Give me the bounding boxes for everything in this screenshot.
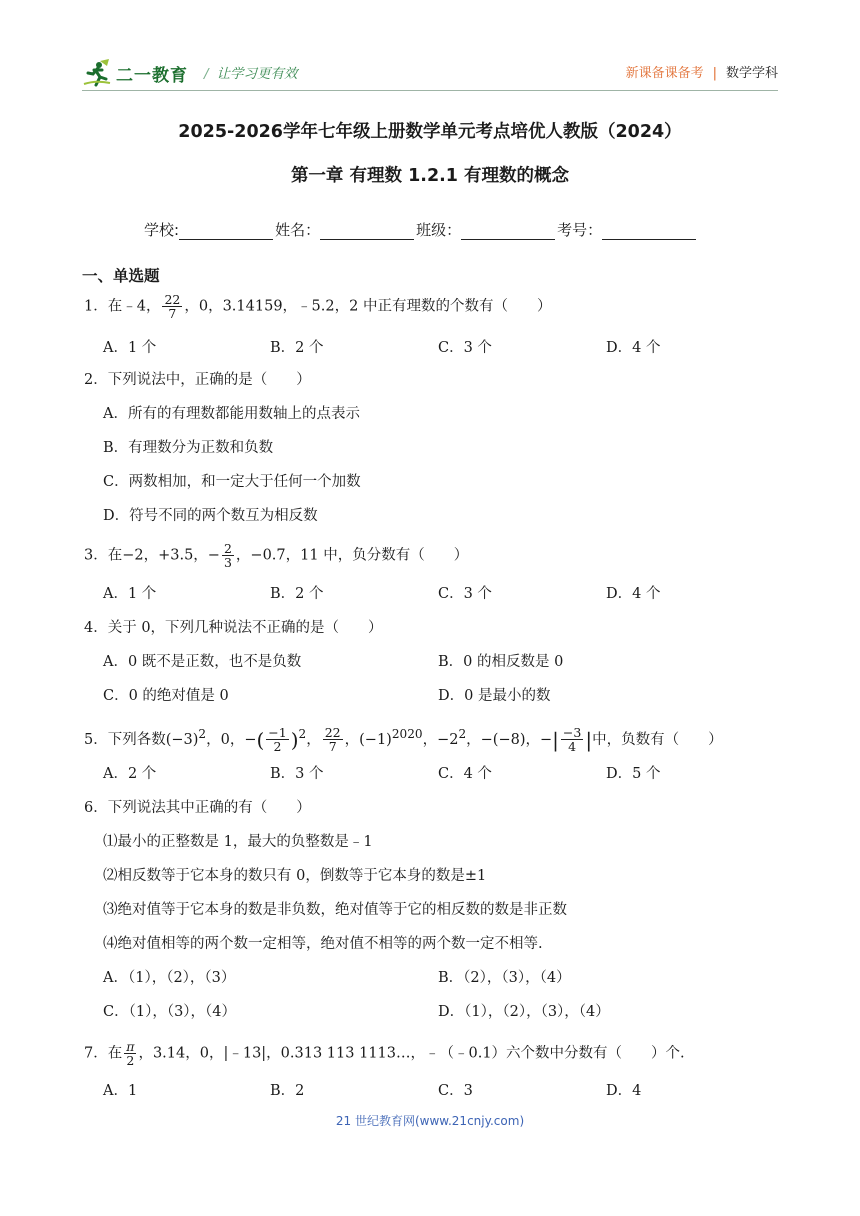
- q6-statement-4: ⑷绝对值相等的两个数一定相等，绝对值不相等的两个数一定不相等.: [103, 936, 543, 952]
- q5-fraction-1: [266, 726, 288, 753]
- header-course-label: 新课备课备考: [625, 66, 704, 81]
- q5-f1-numerator: −1: [268, 725, 287, 741]
- q5-right-paren: ): [290, 727, 299, 752]
- q7-option-c[interactable]: C．3: [438, 1083, 473, 1099]
- q7-option-b[interactable]: B．2: [270, 1083, 305, 1099]
- name-blank[interactable]: [320, 223, 414, 240]
- footer-source[interactable]: 21 世纪教育网(www.21cnjy.com): [335, 1114, 525, 1128]
- q5-text-1: 5．下列各数(−3): [84, 731, 199, 748]
- q7-option-a[interactable]: A．1: [103, 1083, 138, 1099]
- question-1-stem: [84, 293, 551, 320]
- number-blank[interactable]: [602, 223, 696, 240]
- q5-option-b[interactable]: B．3 个: [270, 766, 324, 782]
- runner-logo-icon: [82, 58, 112, 88]
- q1-option-b[interactable]: B．2 个: [270, 340, 324, 356]
- q5-exponent-1: 2: [198, 727, 207, 741]
- q5-left-paren: (: [256, 727, 265, 752]
- q5-option-a[interactable]: A．2 个: [103, 766, 157, 782]
- q5-exponent-3: 2020: [391, 727, 423, 741]
- question-3-stem: [84, 542, 468, 569]
- q2-option-c[interactable]: C．两数相加，和一定大于任何一个加数: [103, 474, 361, 490]
- header-subject-label: 数学学科: [725, 66, 778, 81]
- chapter-title: 第一章 有理数 1.2.1 有理数的概念: [290, 166, 570, 186]
- slogan: [204, 62, 298, 82]
- q3-denominator: 3: [223, 555, 232, 570]
- question-7-stem: [84, 1040, 685, 1067]
- q5-exponent-2: 2: [298, 727, 307, 741]
- q5-f2-numerator: 22: [324, 725, 341, 741]
- q1-option-a[interactable]: A．1 个: [103, 340, 157, 356]
- q1-denominator: 7: [168, 306, 177, 321]
- student-info: [144, 219, 698, 240]
- q4-option-d[interactable]: D．0 是最小的数: [438, 688, 551, 704]
- q4-option-b[interactable]: B．0 的相反数是 0: [438, 654, 564, 670]
- q5-fraction-2: [323, 726, 343, 753]
- q3-text-post: ，−0.7，11 中，负分数有（ ）: [235, 547, 469, 564]
- q7-fraction: [124, 1040, 136, 1067]
- question-4-stem: 4．关于 0，下列几种说法不正确的是（ ）: [84, 620, 383, 636]
- q6-option-d[interactable]: D．（1），（2），（3），（4）: [438, 1004, 610, 1020]
- q6-statement-3: ⑶绝对值等于它本身的数是非负数，绝对值等于它的相反数的数是非正数: [103, 902, 567, 918]
- q3-fraction: [222, 542, 234, 569]
- q5-abs-right: |: [585, 727, 593, 752]
- q2-option-b[interactable]: B．有理数分为正数和负数: [103, 440, 274, 456]
- question-2-stem: 2．下列说法中，正确的是（ ）: [84, 372, 311, 388]
- q1-text-pre: 1．在﹣4，: [84, 298, 161, 315]
- q3-option-c[interactable]: C．3 个: [438, 586, 492, 602]
- q5-f2-denominator: 7: [328, 739, 337, 755]
- school-label: 学校:: [144, 221, 180, 239]
- q7-numerator: π: [126, 1039, 135, 1054]
- header-divider: [82, 90, 778, 91]
- q6-statement-2: ⑵相反数等于它本身的数只有 0，倒数等于它本身的数是±1: [103, 868, 487, 884]
- name-label: 姓名：: [275, 221, 321, 239]
- q5-f1-denominator: 2: [273, 739, 282, 755]
- q5-f3-numerator: −3: [562, 725, 582, 741]
- q1-fraction: [162, 293, 182, 320]
- q6-option-b[interactable]: B．（2），（3），（4）: [438, 970, 571, 986]
- slogan-separator: /: [204, 66, 209, 82]
- q5-abs-left: |: [552, 727, 559, 752]
- q5-f3-denominator: 4: [568, 739, 577, 755]
- class-blank[interactable]: [461, 223, 555, 240]
- q5-text-2: ，0，−: [206, 731, 257, 748]
- number-field[interactable]: [557, 219, 698, 240]
- q5-text-3: ，: [306, 731, 321, 748]
- header-separator: |: [712, 66, 717, 81]
- q5-text-5: ，−2: [422, 731, 459, 748]
- q7-text-pre: 7．在: [84, 1045, 123, 1062]
- q5-fraction-3: [561, 726, 583, 753]
- logo-text: 二一教育: [116, 65, 188, 86]
- q3-text-pre: 3．在−2，+3.5，−: [84, 547, 220, 564]
- q3-option-b[interactable]: B．2 个: [270, 586, 324, 602]
- q1-option-d[interactable]: D．4 个: [606, 340, 661, 356]
- slogan-text: 让学习更有效: [216, 66, 298, 82]
- q7-option-d[interactable]: D．4: [606, 1083, 642, 1099]
- logo: [82, 56, 188, 90]
- q6-statement-1: ⑴最小的正整数是 1，最大的负整数是﹣1: [103, 834, 373, 850]
- q3-numerator: 2: [223, 541, 232, 556]
- number-label: 考号：: [557, 221, 603, 239]
- q1-numerator: 22: [164, 292, 181, 307]
- document-title: 2025-2026学年七年级上册数学单元考点培优人教版（2024）: [178, 122, 682, 142]
- q4-option-a[interactable]: A．0 既不是正数，也不是负数: [103, 654, 302, 670]
- q7-denominator: 2: [126, 1053, 135, 1068]
- school-blank[interactable]: [179, 223, 273, 240]
- header-subject: [626, 62, 778, 81]
- q5-option-c[interactable]: C．4 个: [438, 766, 492, 782]
- q5-text-4: ，(−1): [344, 731, 392, 748]
- page-header: [82, 56, 778, 90]
- q5-text-6: ，−(−8)，−: [466, 731, 553, 748]
- name-field[interactable]: [275, 219, 416, 240]
- class-label: 班级：: [416, 221, 462, 239]
- q4-option-c[interactable]: C．0 的绝对值是 0: [103, 688, 229, 704]
- q5-text-7: 中，负数有（ ）: [592, 731, 723, 748]
- q5-option-d[interactable]: D．5 个: [606, 766, 661, 782]
- q3-option-a[interactable]: A．1 个: [103, 586, 157, 602]
- q2-option-d[interactable]: D．符号不同的两个数互为相反数: [103, 508, 318, 524]
- school-field[interactable]: [144, 219, 275, 240]
- q1-text-post: ，0，3.14159，﹣5.2，2 中正有理数的个数有（ ）: [184, 298, 552, 315]
- question-5-stem: [84, 724, 723, 753]
- q5-exponent-4: 2: [458, 727, 467, 741]
- q6-option-c[interactable]: C．（1），（3），（4）: [103, 1004, 237, 1020]
- question-6-stem: 6．下列说法其中正确的有（ ）: [84, 800, 311, 816]
- section-heading: 一、单选题: [82, 267, 160, 285]
- q7-text-post: ，3.14，0，|﹣13|，0.313 113 1113…，﹣（﹣0.1）六个数中分数有（ ）个.: [138, 1045, 685, 1062]
- q3-option-d[interactable]: D．4 个: [606, 586, 661, 602]
- q1-option-c[interactable]: C．3 个: [438, 340, 492, 356]
- q6-option-a[interactable]: A．（1），（2），（3）: [103, 970, 236, 986]
- class-field[interactable]: [416, 219, 557, 240]
- q2-option-a[interactable]: A．所有的有理数都能用数轴上的点表示: [103, 406, 360, 422]
